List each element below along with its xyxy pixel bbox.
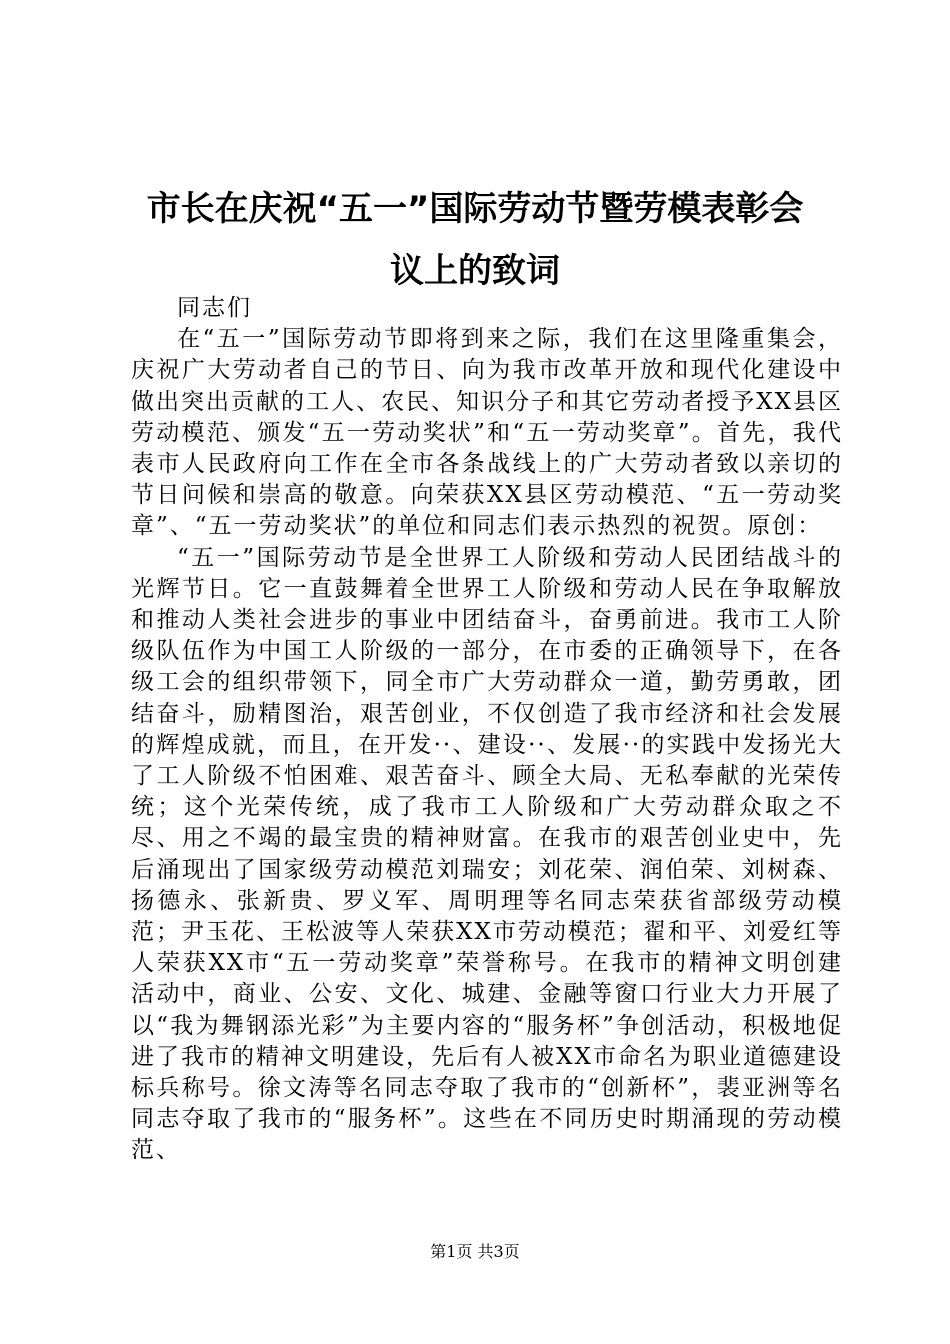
paragraph-2: “五一”国际劳动节是全世界工人阶级和劳动人民团结战斗的光辉节日。它一直鼓舞着全世界工人阶级和劳动人民在争取解放和推动人类社会进步的事业中团结奋斗，奋勇前进。我市工人阶级队伍作为中国工人阶级的一部分，在市委的正确领导下，在各级工会的组织带领下，同全市广大劳动群众一道，勤劳勇敢，团结奋斗，励精图治，艰苦创业，不仅创造了我市经济和社会发展的辉煌成就，而且，在开发··、建设··、发展··的实践中发扬光大了工人阶级不怕困难、艰苦奋斗、顾全大局、无私奉献的光荣传统；这个光荣传统，成了我市工人阶级和广大劳动群众取之不尽、用之不竭的最宝贵的精神财富。在我市的艰苦创业史中，先后涌现出了国家级劳动模范刘瑞安；刘花荣、润伯荣、刘树森、扬德永、张新贵、罗义军、周明理等名同志荣获省部级劳动模范；尹玉花、王松波等人荣获XX市劳动模范；翟和平、刘爱红等人荣获XX市“五一劳动奖章”荣誉称号。在我市的精神文明创建活动中，商业、公安、文化、城建、金融等窗口行业大力开展了以“我为舞钢添光彩”为主要内容的“服务杯”争创活动，积极地促进了我市的精神文明建设，先后有人被XX市命名为职业道德建设标兵称号。徐文涛等名同志夺取了我市的“创新杯”，裴亚洲等名同志夺取了我市的“服务杯”。这些在不同历史时期涌现的劳动模范、 bbox=[131, 544, 843, 1164]
document-title bbox=[100, 178, 850, 302]
page-footer: 第1页 共3页 bbox=[430, 1242, 520, 1261]
title-line-2: 议上的致词 bbox=[390, 251, 560, 291]
title-line-1: 市长在庆祝“五一”国际劳动节暨劳模表彰会 bbox=[146, 189, 804, 229]
paragraph-1: 在“五一”国际劳动节即将到来之际，我们在这里隆重集会，庆祝广大劳动者自己的节日、向为我市改革开放和现代化建设中做出突出贡献的工人、农民、知识分子和其它劳动者授予XX县区劳动模范、颁发“五一劳动奖状”和“五一劳动奖章”。首先，我代表市人民政府向工作在全市各条战线上的广大劳动者致以亲切的节日问候和崇高的敬意。向荣获XX县区劳动模范、“五一劳动奖章”、“五一劳动奖状”的单位和同志们表示热烈的祝贺。原创： bbox=[131, 326, 843, 540]
document-body bbox=[131, 293, 843, 1167]
salutation: 同志们 bbox=[177, 295, 252, 321]
